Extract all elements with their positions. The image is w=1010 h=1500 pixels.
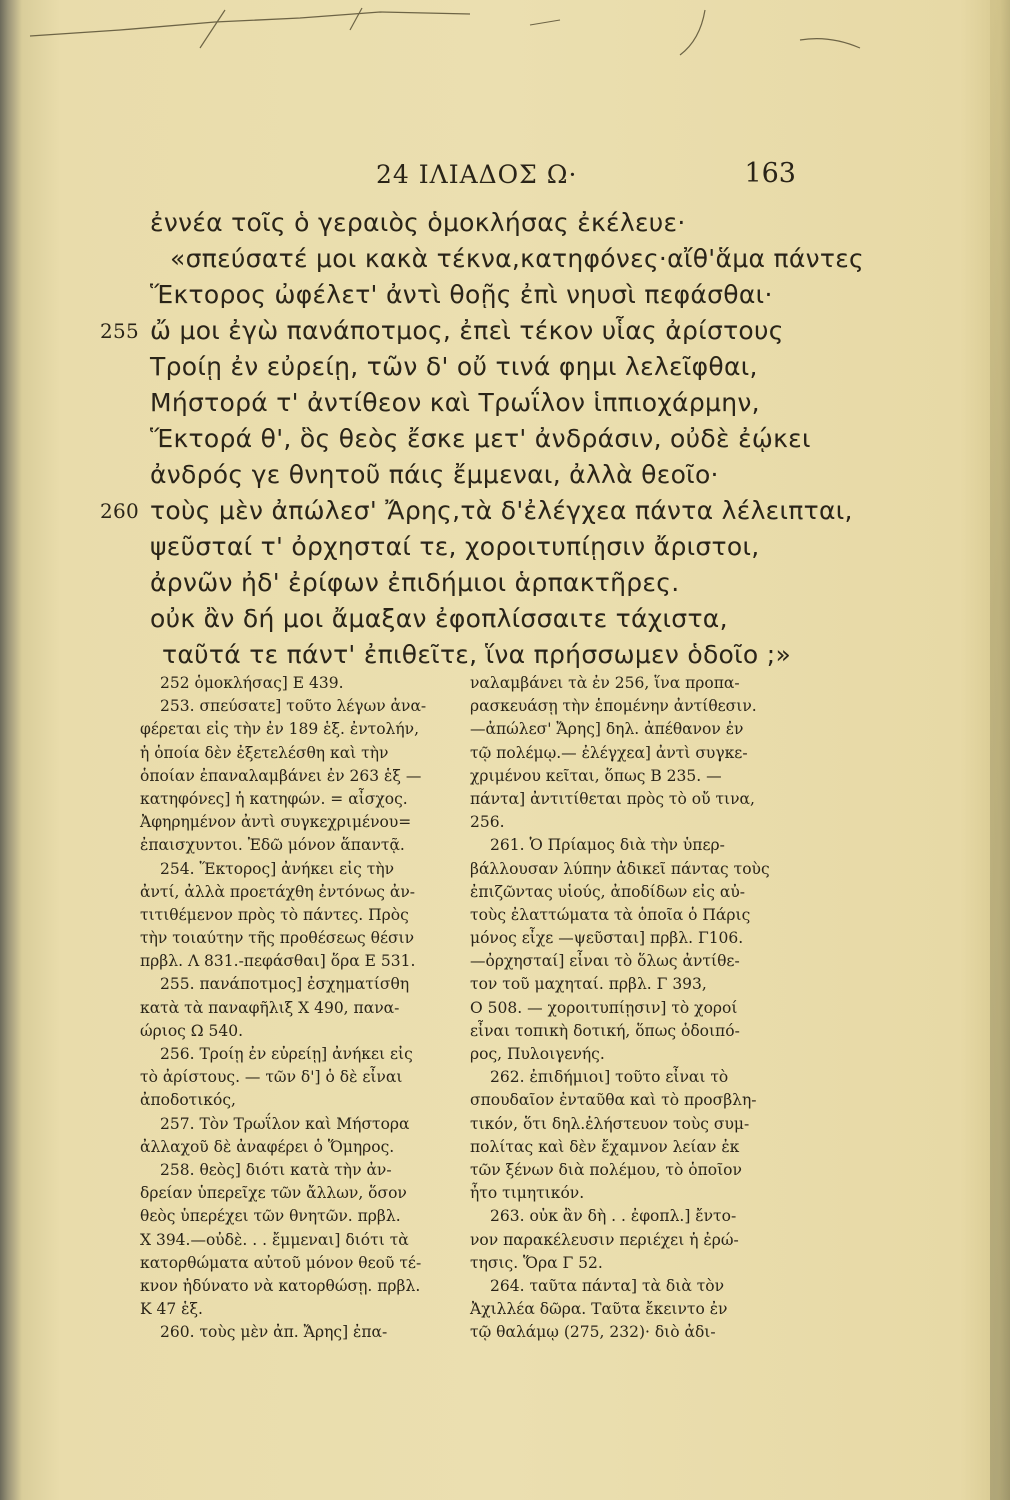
verse-block: [100, 205, 865, 673]
note-line: νον παρακέλευσιν περιέχει ἡ ἐρώ-: [470, 1230, 739, 1249]
note-line: ναλαμβάνει τὰ ἐν 256, ἵνα προπα-: [470, 674, 740, 692]
verse-text: Ἕκτορά θ', ὃς θεὸς ἔσκε μετ' ἀνδράσιν, οὐδὲ ἐῴκει: [150, 424, 811, 453]
note-line: 252 ὁμοκλήσας] Ε 439.: [160, 674, 344, 692]
note-line: Κ 47 ἑξ.: [140, 1300, 203, 1319]
note-line: πάντα] ἀντιτίθεται πρὸς τὸ οὔ τινα,: [470, 789, 755, 808]
note-line: πρβλ. Λ 831.-πεφάσθαι] ὅρα Ε 531.: [140, 952, 416, 971]
note-line: ἐπαισχυντοι. Ἐδῶ μόνον ἅπαντᾷ.: [140, 836, 405, 855]
verse-line: [100, 457, 840, 493]
line-number: 260: [100, 499, 140, 523]
verse-text: Τροίῃ ἐν εὐρείῃ, τῶν δ' οὔ τινά φημι λελεῖφθαι,: [150, 352, 758, 381]
note-line: κατὰ τὰ παναφῆλιξ Χ 490, πανα-: [140, 998, 400, 1017]
note-line: τησις. Ὅρα Γ 52.: [470, 1253, 603, 1272]
note-line: τὴν τοιαύτην τῆς προθέσεως θέσιν: [140, 929, 415, 948]
note-line: δρείαν ὑπερεῖχε τῶν ἄλλων, ὅσον: [140, 1184, 407, 1203]
note-line: 264. ταῦτα πάντα] τὰ διὰ τὸν: [490, 1276, 725, 1295]
verse-line: [100, 313, 840, 349]
note-line: χριμένου κεῖται, ὅπως Β 235. —: [470, 766, 722, 785]
note-line: 262. ἐπιδήμιοι] τοῦτο εἶναι τὸ: [490, 1068, 729, 1087]
note-line: ρασκευάσῃ τὴν ἑπομένην ἀντίθεσιν.: [470, 697, 757, 716]
verse-text: ψεῦσταί τ' ὀρχησταί τε, χοροιτυπίῃσιν ἄριστοι,: [150, 532, 760, 561]
note-line: τῷ πολέμῳ.— ἐλέγχεα] ἀντὶ συγκε-: [470, 743, 748, 762]
verse-text: ταῦτά τε πάντ' ἐπιθεῖτε, ἵνα πρήσσωμεν ὁδοῖο ;»: [162, 640, 792, 669]
note-line: σπουδαῖον ἐνταῦθα καὶ τὸ προσβλη-: [470, 1091, 757, 1110]
note-line: ἀλλαχοῦ δὲ ἀναφέρει ὁ Ὅμηρος.: [140, 1137, 395, 1156]
note-line: κνον ἠδύνατο νὰ κατορθώσῃ. πρβλ.: [140, 1276, 421, 1295]
note-line: ἐπιζῶντας υἱούς, ἀποδίδων εἰς αὐ-: [470, 882, 746, 901]
note-line: 257. Τὸν Τρωΐλον καὶ Μήστορα: [160, 1114, 410, 1133]
verse-text: ἀρνῶν ἠδ' ἐρίφων ἐπιδήμιοι ἁρπακτῆρες.: [150, 568, 680, 597]
verse-line: [100, 565, 840, 601]
verse-line: [100, 637, 840, 673]
verse-line: [100, 601, 840, 637]
verse-line: [100, 421, 840, 457]
verse-text: οὐκ ἂν δή μοι ἄμαξαν ἐφοπλίσσαιτε τάχιστα,: [150, 604, 728, 633]
note-line: μόνος εἶχε —ψεῦσται] πρβλ. Γ106.: [470, 929, 744, 948]
note-line: 253. σπεύσατε] τοῦτο λέγων ἀνα-: [160, 697, 427, 716]
verse-line: [100, 529, 840, 565]
note-line: 255. πανάποτμος] ἐσχηματίσθη: [160, 975, 410, 994]
verse-line: [100, 277, 840, 313]
note-line: εἶναι τοπικὴ δοτική, ὅπως ὁδοιπό-: [470, 1021, 740, 1040]
note-line: ρος, Πυλοιγενής.: [470, 1045, 605, 1063]
commentary-left-column: [140, 672, 458, 1344]
note-line: τικόν, ὅτι δηλ.ἐλήστευον τοὺς συμ-: [470, 1114, 750, 1133]
page-number: 163: [744, 158, 796, 189]
note-line: ἦτο τιμητικόν.: [470, 1184, 585, 1203]
note-line: 260. τοὺς μὲν ἀπ. Ἄρης] ἐπα-: [160, 1323, 388, 1342]
note-line: 258. θεὸς] διότι κατὰ τὴν ἀν-: [160, 1160, 392, 1179]
note-line: ώριος Ω 540.: [140, 1021, 244, 1040]
note-line: 261. Ὁ Πρίαμος διὰ τὴν ὑπερ-: [490, 836, 725, 855]
page-edge-shadow: [990, 0, 1010, 1500]
note-line: ἀντί, ἀλλὰ προετάχθη ἐντόνως ἀν-: [140, 882, 415, 901]
verse-line: [100, 349, 840, 385]
note-line: 254. Ἕκτορος] ἀνήκει εἰς τὴν: [160, 859, 395, 878]
note-line: βάλλουσαν λύπην ἀδικεῖ πάντας τοὺς: [470, 859, 770, 878]
torn-top-edge: [0, 0, 1010, 80]
verse-line: [100, 205, 840, 241]
verse-text: Ἕκτορος ὠφέλετ' ἀντὶ θοῇς ἐπὶ νηυσὶ πεφάσθαι·: [150, 280, 773, 309]
note-line: —ὀρχησταί] εἶναι τὸ ὅλως ἀντίθε-: [470, 952, 740, 971]
running-title: 24 ΙΛΙΑΔΟΣ Ω·: [376, 160, 578, 189]
note-line: κατορθώματα αὐτοῦ μόνον θεοῦ τέ-: [140, 1253, 422, 1272]
note-line: τῷ θαλάμῳ (275, 232)· διὸ ἀδι-: [470, 1323, 716, 1342]
note-line: θεὸς ὑπερέχει τῶν θνητῶν. πρβλ.: [140, 1207, 401, 1226]
verse-line: [100, 241, 865, 277]
note-line: ἡ ὁποία δὲν ἐξετελέσθη καὶ τὴν: [140, 743, 389, 762]
verse-text: τοὺς μὲν ἀπώλεσ' Ἄρης,τὰ δ'ἐλέγχεα πάντα λέλειπται,: [150, 496, 853, 525]
note-line: πολίτας καὶ δὲν ἔχαμνον λείαν ἐκ: [470, 1137, 740, 1156]
commentary: [140, 672, 940, 1492]
line-number: 255: [100, 319, 140, 343]
note-line: τῶν ξένων διὰ πολέμου, τὸ ὁποῖον: [470, 1160, 742, 1179]
note-line: ἀποδοτικός,: [140, 1091, 236, 1110]
note-line: φέρεται εἰς τὴν ἐν 189 ἑξ. ἐντολήν,: [140, 720, 419, 739]
verse-text: ὤ μοι ἐγὼ πανάποτμος, ἐπεὶ τέκον υἷας ἀρίστους: [150, 316, 784, 345]
commentary-right-column: [470, 672, 800, 1344]
note-line: Ἀφηρημένον ἀντὶ συγκεχριμένου=: [140, 813, 412, 832]
verse-text: «σπεύσατέ μοι κακὰ τέκνα,κατηφόνες·αἴθ'ἅμα πάντες: [170, 244, 865, 273]
note-line: 256.: [470, 813, 505, 832]
note-line: ὁποίαν ἐπαναλαμβάνει ἐν 263 ἑξ —: [140, 766, 422, 785]
note-line: κατηφόνες] ἡ κατηφών. = αἶσχος.: [140, 789, 408, 808]
note-line: τον τοῦ μαχηταί. πρβλ. Γ 393,: [470, 975, 707, 994]
note-line: τὸ ἀρίστους. — τῶν δ'] ὁ δὲ εἶναι: [140, 1068, 403, 1087]
verse-text: ἀνδρός γε θνητοῦ πάις ἔμμεναι, ἀλλὰ θεοῖο·: [150, 460, 719, 489]
running-header: [376, 160, 796, 194]
note-line: Ο 508. — χοροιτυπίῃσιν] τὸ χοροί: [470, 998, 738, 1017]
note-line: 263. οὐκ ἂν δὴ . . ἐφοπλ.] ἔντο-: [490, 1207, 737, 1226]
verse-text: ἐννέα τοῖς ὁ γεραιὸς ὁμοκλήσας ἐκέλευε·: [150, 208, 686, 237]
verse-line: [100, 385, 840, 421]
note-line: 256. Τροίῃ ἐν εὐρείῃ] ἀνήκει εἰς: [160, 1045, 413, 1063]
note-line: τιτιθέμενον πρὸς τὸ πάντες. Πρὸς: [140, 905, 409, 924]
note-line: Ἀχιλλέα δῶρα. Ταῦτα ἔκειντο ἐν: [470, 1300, 728, 1319]
verse-line: [100, 493, 853, 529]
verse-text: Μήστορά τ' ἀντίθεον καὶ Τρωΐλον ἱππιοχάρμην,: [150, 388, 760, 417]
note-line: τοὺς ἐλαττώματα τὰ ὁποῖα ὁ Πάρις: [470, 905, 751, 924]
note-line: —ἀπώλεσ' Ἄρης] δηλ. ἀπέθανον ἐν: [470, 720, 744, 739]
note-line: Χ 394.—οὐδὲ. . . ἔμμεναι] διότι τὰ: [140, 1230, 409, 1249]
